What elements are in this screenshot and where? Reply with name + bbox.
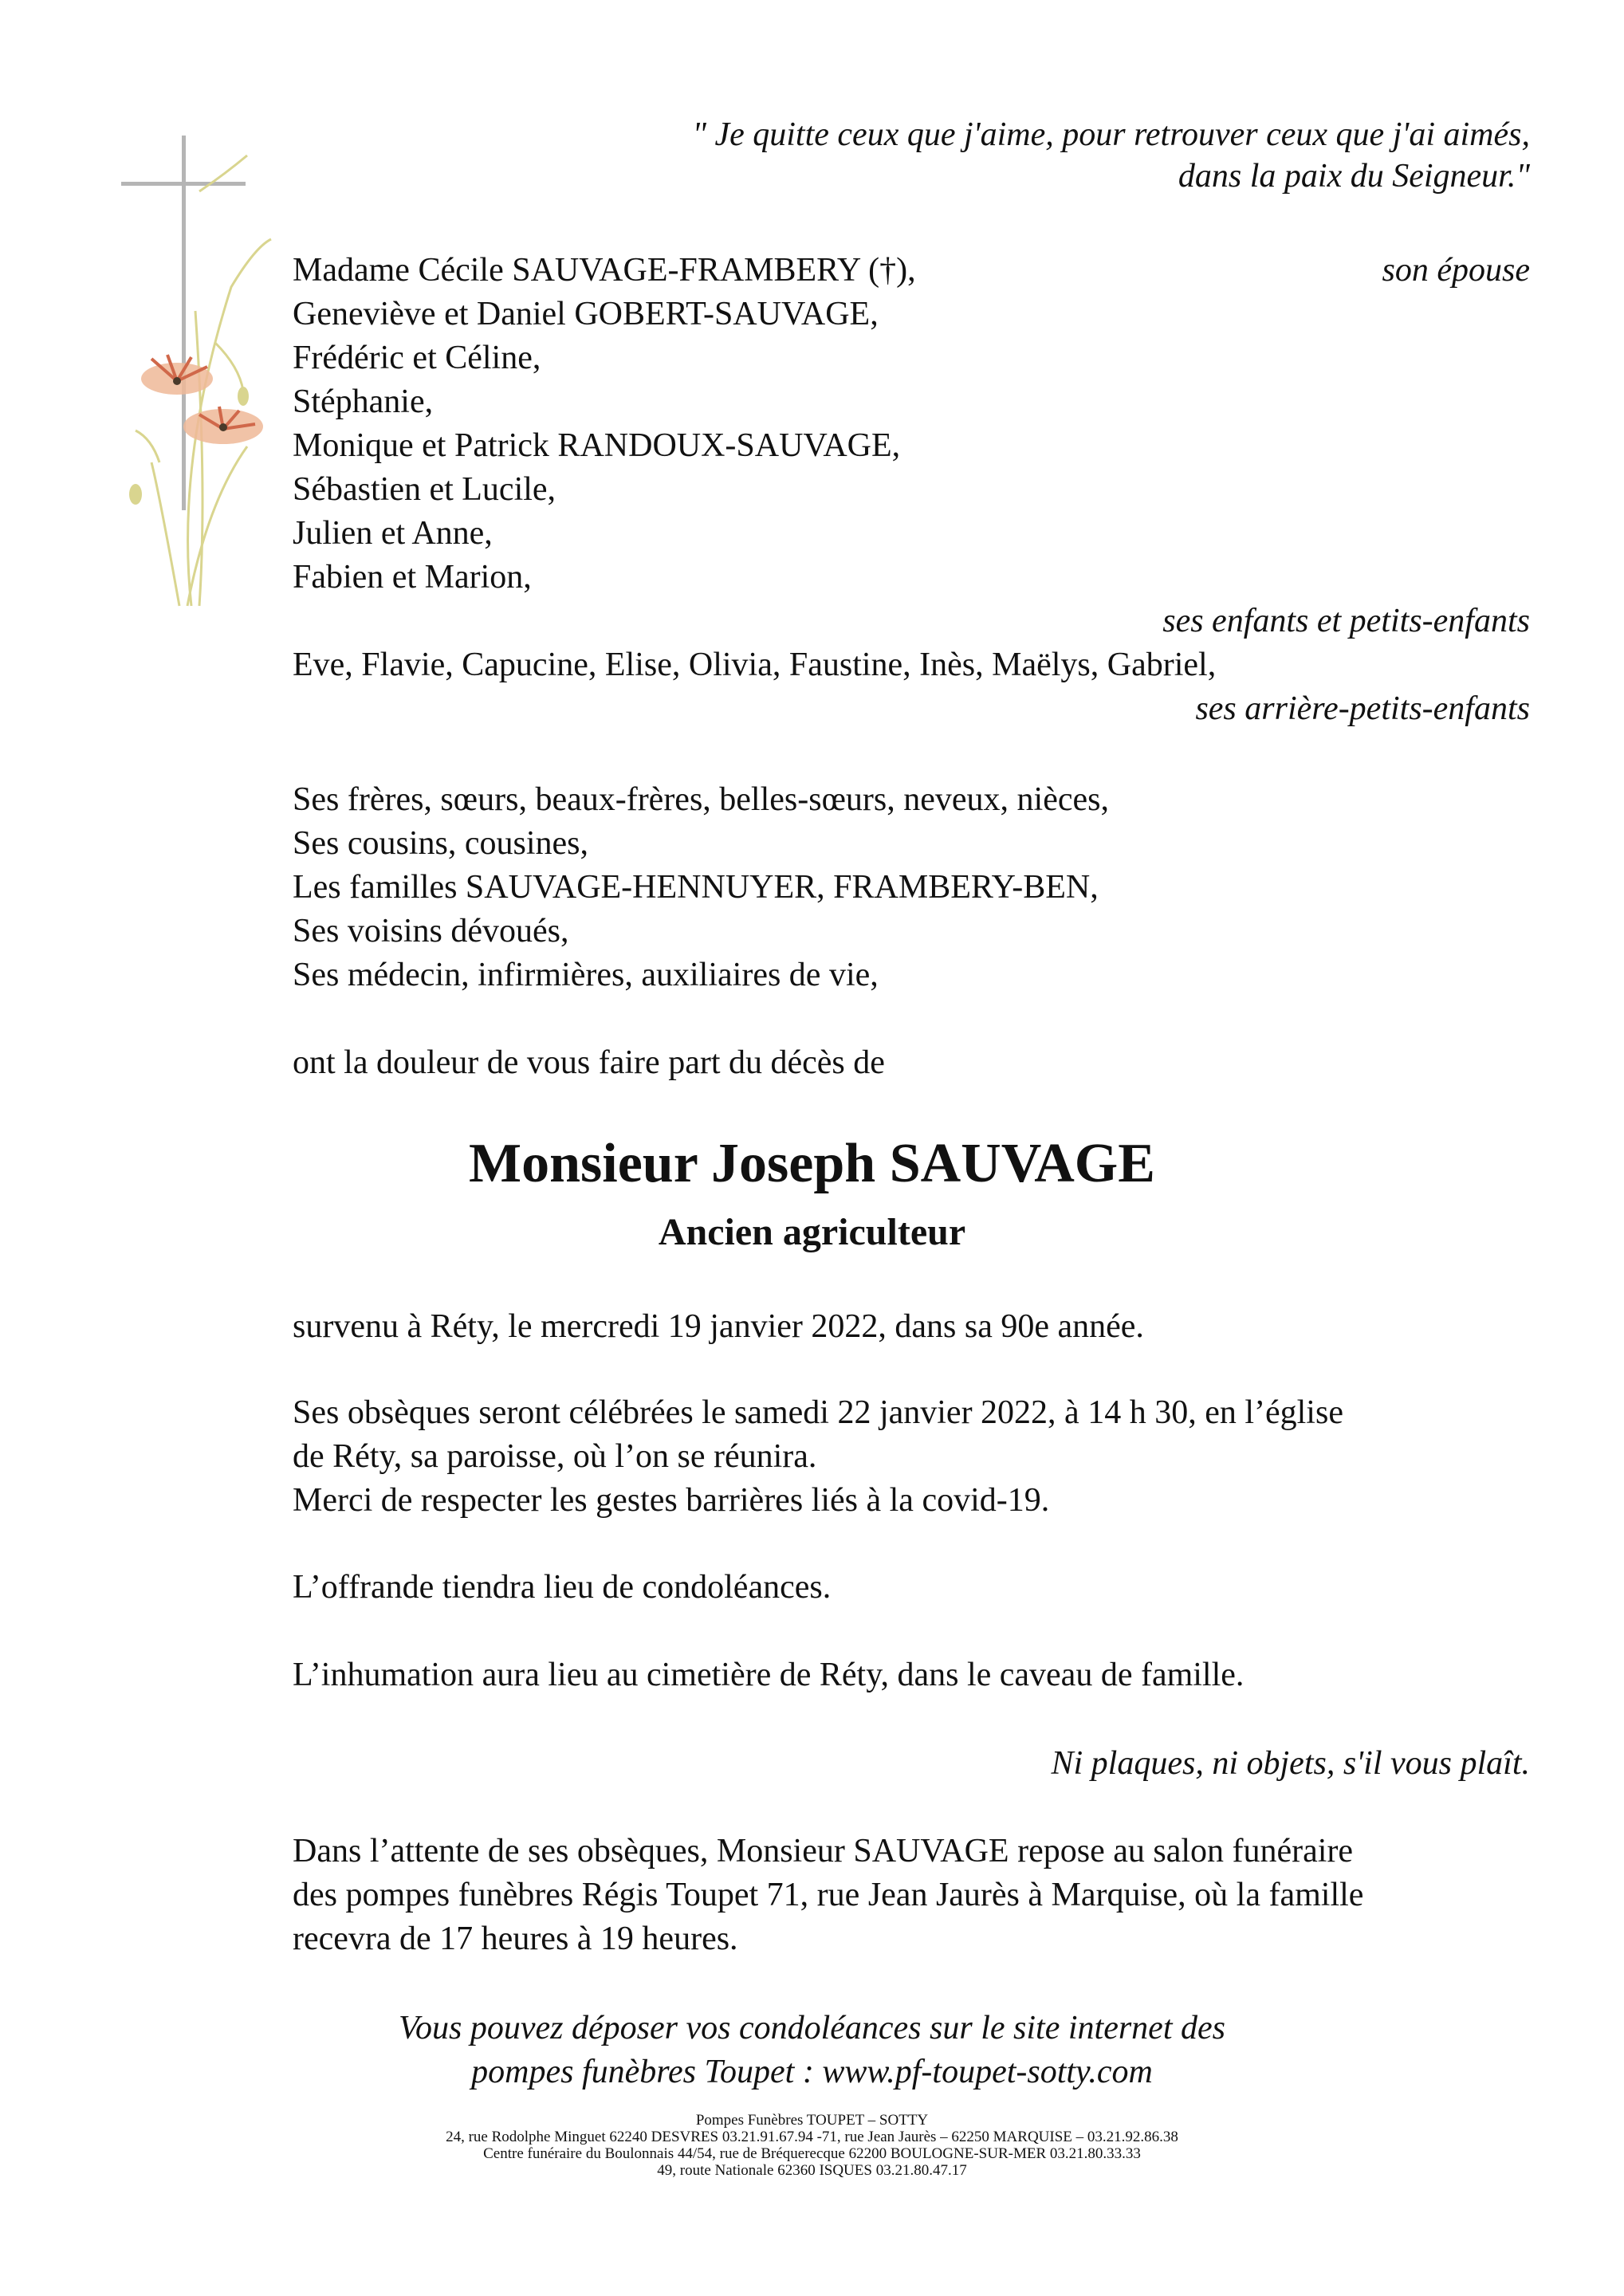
- child-line: Frédéric et Céline,: [293, 340, 541, 376]
- viewing-line: des pompes funèbres Régis Toupet 71, rue Jean Jaurès à Marquise, où la famille: [293, 1877, 1364, 1913]
- deceased-name: Monsieur Joseph SAUVAGE: [469, 1133, 1155, 1194]
- footer-address: Centre funéraire du Boulonnais 44/54, rue de Bréquerecque 62200 BOULOGNE-SUR-MER 03.21.80.33.33: [483, 2145, 1141, 2162]
- cross-icon: [121, 136, 246, 510]
- death-details: survenu à Réty, le mercredi 19 janvier 2022, dans sa 90e année.: [293, 1308, 1144, 1345]
- footer-address: 49, route Nationale 62360 ISQUES 03.21.80.47.17: [657, 2162, 967, 2179]
- child-line: Stéphanie,: [293, 383, 434, 420]
- offering: L’offrande tiendra lieu de condoléances.: [293, 1569, 832, 1606]
- child-line: Geneviève et Daniel GOBERT-SAUVAGE,: [293, 296, 879, 332]
- other-relatives-line: Ses frères, sœurs, beaux-frères, belles-sœurs, neveux, nièces,: [293, 781, 1109, 818]
- spouse-role: son épouse: [1382, 252, 1530, 289]
- children-role: ses enfants et petits-enfants: [1162, 603, 1530, 639]
- great-grandchildren: Eve, Flavie, Capucine, Elise, Olivia, Faustine, Inès, Maëlys, Gabriel,: [293, 647, 1217, 683]
- condolences-line-1: Vous pouvez déposer vos condoléances sur le site internet des: [399, 2010, 1225, 2046]
- spouse-name: Madame Cécile SAUVAGE-FRAMBERY (†),: [293, 252, 916, 289]
- child-line: Fabien et Marion,: [293, 559, 532, 596]
- child-line: Sébastien et Lucile,: [293, 471, 556, 508]
- funeral-line: Ses obsèques seront célébrées le samedi 22 janvier 2022, à 14 h 30, en l’église: [293, 1394, 1343, 1431]
- footer-company: Pompes Funèbres TOUPET – SOTTY: [695, 2112, 929, 2129]
- deceased-occupation: Ancien agriculteur: [658, 1211, 966, 1253]
- great-grandchildren-role: ses arrière-petits-enfants: [1195, 690, 1530, 727]
- announcement: ont la douleur de vous faire part du décès de: [293, 1044, 885, 1081]
- poppy-flower: [129, 355, 263, 505]
- burial: L’inhumation aura lieu au cimetière de Réty, dans le caveau de famille.: [293, 1657, 1245, 1693]
- funeral-line: de Réty, sa paroisse, où l’on se réunira.: [293, 1438, 817, 1475]
- cross-with-poppies-icon: [104, 128, 295, 622]
- no-plaques: Ni plaques, ni objets, s'il vous plaît.: [1051, 1745, 1530, 1782]
- other-relatives-line: Les familles SAUVAGE-HENNUYER, FRAMBERY-BEN,: [293, 869, 1099, 906]
- quote-line-1: " Je quitte ceux que j'aime, pour retrouver ceux que j'ai aimés,: [692, 116, 1530, 153]
- other-relatives-line: Ses médecin, infirmières, auxiliaires de vie,: [293, 957, 879, 993]
- quote-line-2: dans la paix du Seigneur.": [1178, 158, 1530, 195]
- child-line: Monique et Patrick RANDOUX-SAUVAGE,: [293, 427, 901, 464]
- viewing-line: Dans l’attente de ses obsèques, Monsieur SAUVAGE repose au salon funéraire: [293, 1833, 1354, 1869]
- footer-address: 24, rue Rodolphe Minguet 62240 DESVRES 03.21.91.67.94 -71, rue Jean Jaurès – 62250 MARQUISE – 03.21.92.86.38: [446, 2129, 1178, 2145]
- other-relatives-line: Ses cousins, cousines,: [293, 825, 588, 862]
- viewing-line: recevra de 17 heures à 19 heures.: [293, 1921, 738, 1957]
- child-line: Julien et Anne,: [293, 515, 493, 552]
- funeral-line: Merci de respecter les gestes barrières liés à la covid-19.: [293, 1482, 1050, 1519]
- other-relatives-line: Ses voisins dévoués,: [293, 913, 569, 949]
- condolences-line-2: pompes funèbres Toupet : www.pf-toupet-sotty.com: [471, 2054, 1153, 2090]
